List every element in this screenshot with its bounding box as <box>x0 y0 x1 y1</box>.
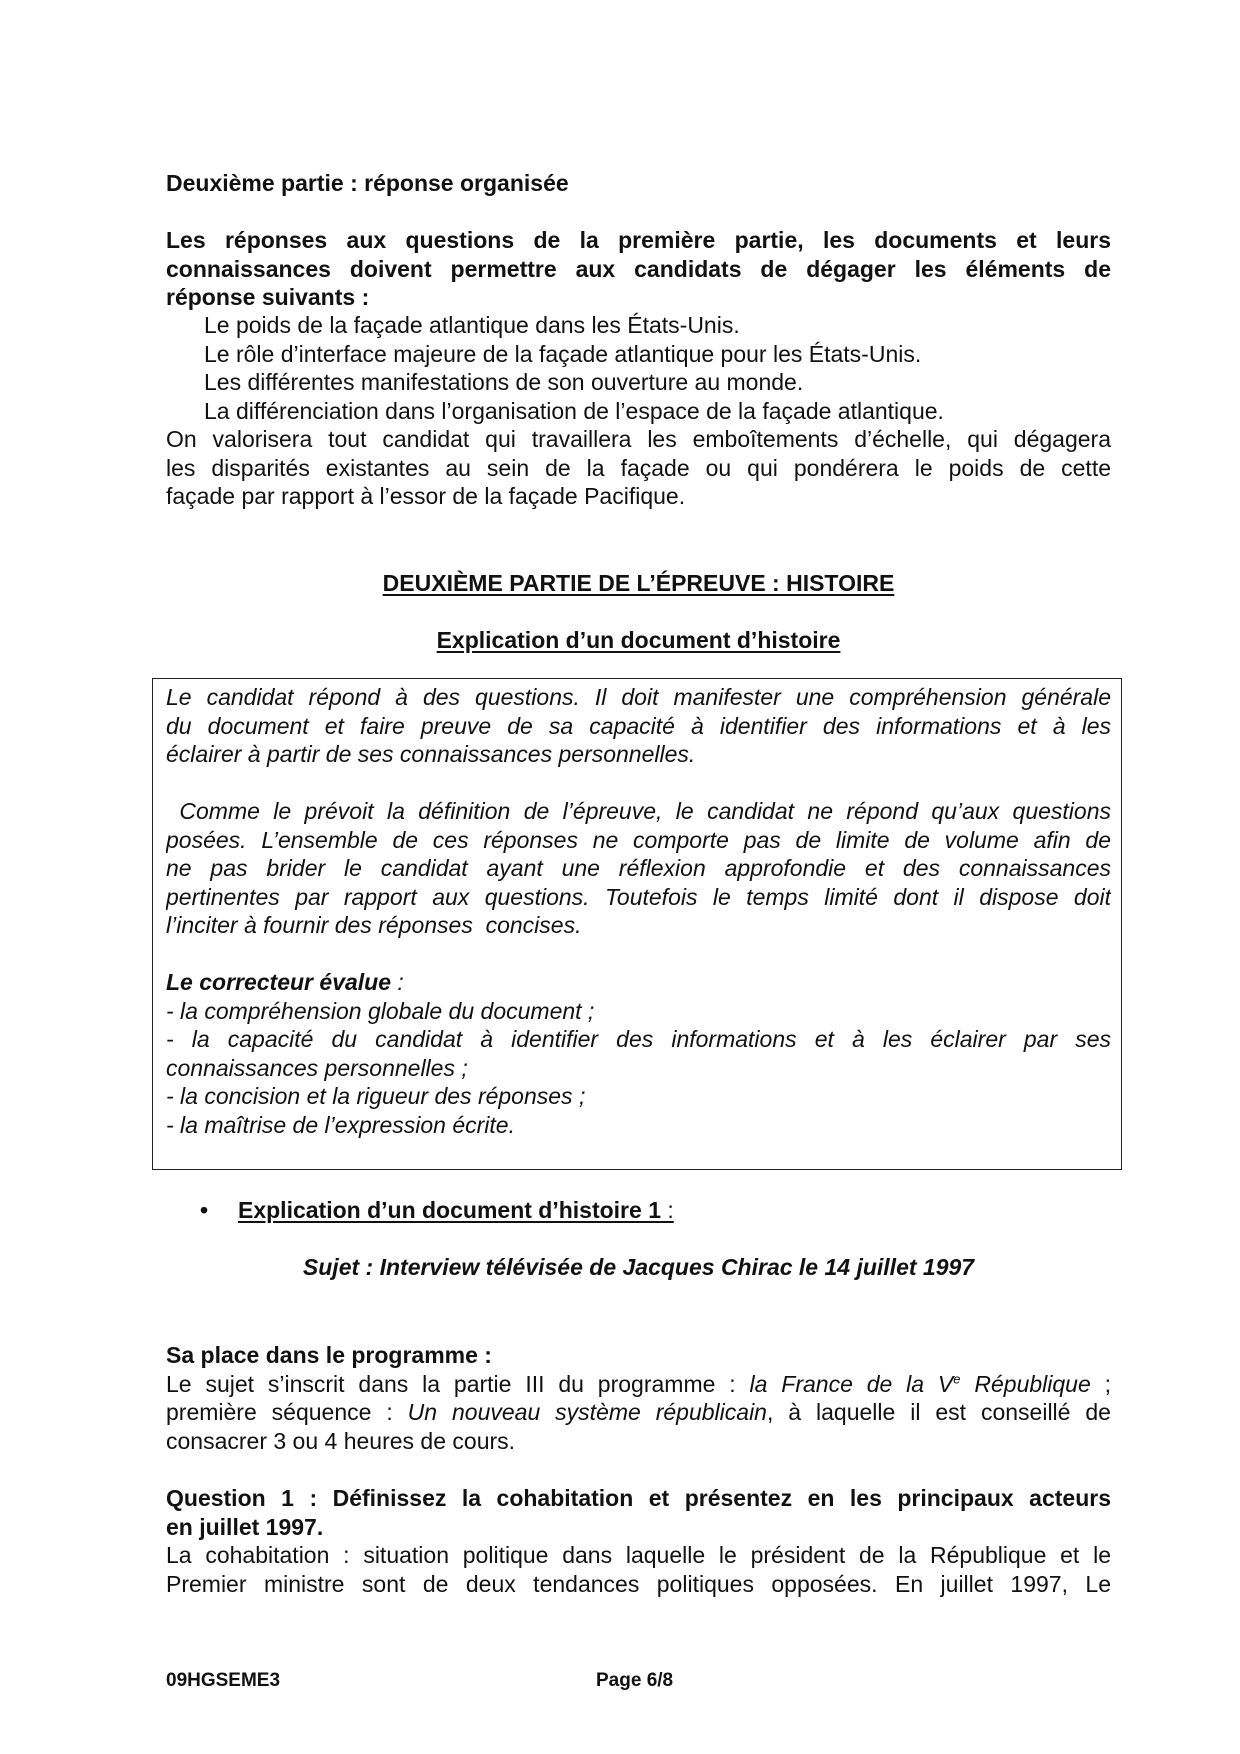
subtitle-text: Explication d’un document d’histoire <box>436 627 841 653</box>
programme-heading: Sa place dans le programme : <box>166 1342 492 1368</box>
list-item: Les différentes manifestations de son ouverture au monde. <box>204 369 804 395</box>
text-line <box>166 1398 1111 1427</box>
text-italic: République <box>960 1370 1091 1397</box>
text-line: On valorisera tout candidat qui travaillera les emboîtements d’échelle, qui dégagera <box>166 426 1111 452</box>
footer-document-code: 09HGSEME3 <box>166 1670 281 1691</box>
list-item: Le poids de la façade atlantique dans les États-Unis. <box>204 312 740 338</box>
bullet-icon: • <box>200 1197 209 1223</box>
question-1 <box>166 1484 1111 1598</box>
text-line <box>166 1370 1111 1399</box>
question-line: Question 1 : Définissez la cohabitation et présentez en les principaux acteurs <box>166 1485 1111 1511</box>
subject-line: Sujet : Interview télévisée de Jacques Chirac le 14 juillet 1997 <box>302 1254 975 1280</box>
text-line: du document et faire preuve de sa capacité à identifier des informations et à les <box>166 712 1111 739</box>
document-1-heading <box>200 1196 1145 1225</box>
criteria-item: - la concision et la rigueur des réponses ; <box>166 1083 586 1109</box>
history-subtitle <box>166 626 1111 655</box>
text-line: réponse suivants : <box>166 284 370 310</box>
text: Le sujet s’inscrit dans la partie III du programme : <box>166 1370 750 1397</box>
answer-line: La cohabitation : situation politique dans laquelle le président de la République et le <box>166 1542 1111 1568</box>
criteria-item: connaissances personnelles ; <box>166 1054 468 1081</box>
intro-paragraph <box>166 226 1111 312</box>
evaluator-heading <box>166 968 1111 997</box>
superscript: e <box>953 1370 961 1386</box>
colon: : <box>660 1197 674 1223</box>
text-line: éclairer à partir de ses connaissances personnelles. <box>166 741 696 767</box>
text-line: pertinentes par rapport aux questions. Toutefois le temps limité dont il dispose doit <box>166 883 1111 910</box>
heading-text: Deuxième partie : réponse organisée <box>166 170 569 196</box>
text-line: les disparités existantes au sein de la façade ou qui pondérera le poids de cette <box>166 454 1111 481</box>
doc1-title: Explication d’un document d’histoire 1 <box>238 1197 661 1223</box>
history-part-title <box>166 569 1111 598</box>
instructions-text <box>166 683 1111 1139</box>
text: première séquence : <box>166 1399 408 1425</box>
programme-section <box>166 1341 1111 1455</box>
text-italic: la France de la V <box>749 1370 954 1397</box>
text: ; <box>1090 1370 1111 1397</box>
text-line: Le candidat répond à des questions. Il doit manifester une compréhension générale <box>166 684 1111 710</box>
text-line: posées. L’ensemble de ces réponses ne comporte pas de limite de volume afin de <box>166 826 1111 853</box>
text-line: connaissances doivent permettre aux candidats de dégager les éléments de <box>166 255 1111 282</box>
text-line: Comme le prévoit la définition de l’épreuve, le candidat ne répond qu’aux questions <box>166 798 1111 824</box>
expected-elements-list <box>166 311 1111 511</box>
criteria-item: - la capacité du candidat à identifier des informations et à les éclairer par ses <box>166 1026 1111 1052</box>
text-line: l’inciter à fournir des réponses concises. <box>166 912 582 938</box>
criteria-item: - la compréhension globale du document ; <box>166 997 595 1024</box>
question-line: en juillet 1997. <box>166 1513 324 1540</box>
text: , à laquelle il est conseillé de <box>766 1399 1111 1425</box>
criteria-item: - la maîtrise de l’expression écrite. <box>166 1111 515 1138</box>
text-italic: Un nouveau système républicain <box>407 1399 767 1425</box>
section-heading-reponse-organisee <box>166 169 1111 198</box>
evaluator-label: Le correcteur évalue <box>166 969 392 995</box>
text-line: façade par rapport à l’essor de la façade Pacifique. <box>166 483 686 509</box>
text-line: Les réponses aux questions de la première partie, les documents et leurs <box>166 227 1111 253</box>
text-line: consacrer 3 ou 4 heures de cours. <box>166 1427 516 1454</box>
title-text: DEUXIÈME PARTIE DE L’ÉPREUVE : HISTOIRE <box>382 570 895 596</box>
list-item: Le rôle d’interface majeure de la façade atlantique pour les États-Unis. <box>204 340 922 367</box>
text-line: ne pas brider le candidat ayant une réflexion approfondie et des connaissances <box>166 855 1111 881</box>
answer-line: Premier ministre sont de deux tendances politiques opposées. En juillet 1997, Le <box>166 1570 1111 1597</box>
colon: : <box>391 969 404 995</box>
footer-page-number: Page 6/8 <box>596 1670 674 1691</box>
list-item: La différenciation dans l’organisation de l’espace de la façade atlantique. <box>204 397 944 424</box>
